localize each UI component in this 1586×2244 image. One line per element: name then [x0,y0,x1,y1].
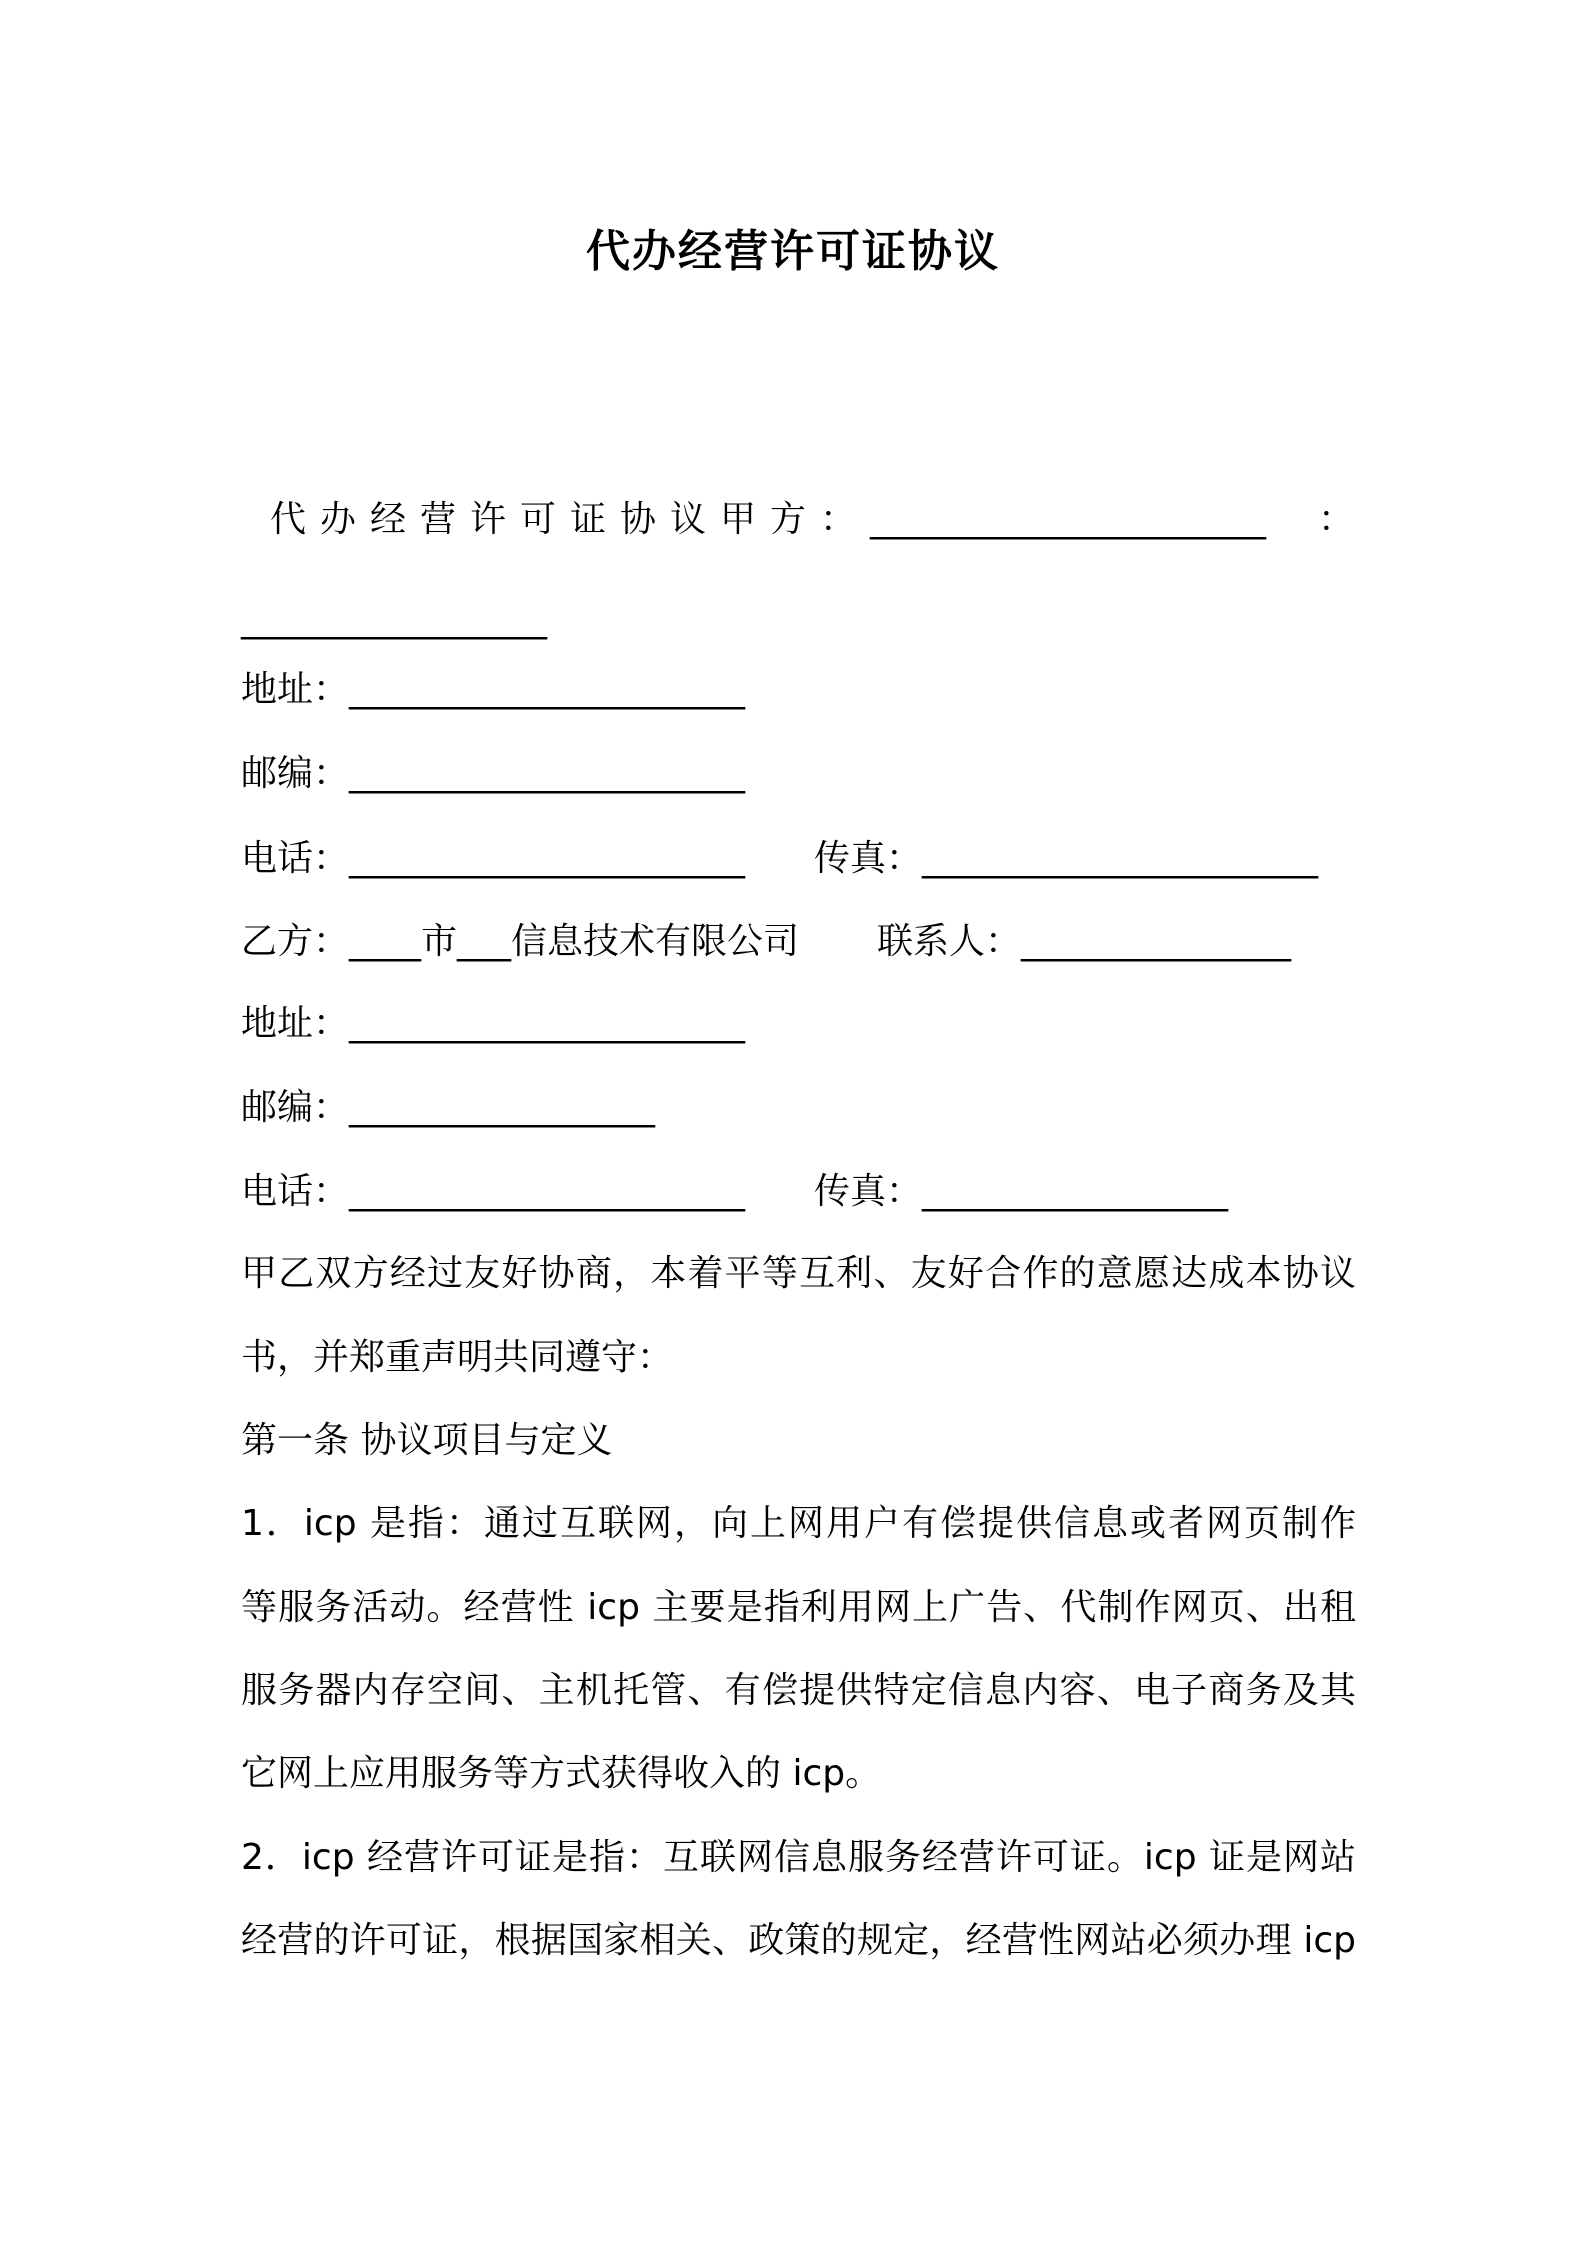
clause-two-line: 2．icp 经营许可证是指：互联网信息服务经营许可证。icp 证是网站 [241,1837,1356,1878]
party-b-postcode-line [241,1084,655,1132]
party-a-fax-blank: ______________________ [922,838,1319,879]
party-a-contact-blank: _________________ [241,599,547,640]
party-b-phone-blank: ______________________ [349,1171,746,1212]
intro-line: 甲乙双方经过友好协商，本着平等互利、友好合作的意愿达成本协议 [241,1253,1356,1294]
party-b-postcode-label: 邮编： [241,1087,350,1128]
party-a-phone-blank: ______________________ [349,838,746,879]
party-a-postcode-blank: ______________________ [349,753,746,794]
party-b-company: 信息技术有限公司 [511,921,800,962]
party-a-phone-label: 电话： [241,838,350,879]
clause-two-line: 经营的许可证，根据国家相关、政策的规定，经营性网站必须办理 icp [241,1920,1356,1961]
party-a-trailing-colon: ： [1318,499,1355,540]
party-b-address-blank: ______________________ [349,1003,746,1044]
party-b-contact-label: 联系人： [877,921,1022,962]
clause-one-line: 服务器内存空间、主机托管、有偿提供特定信息内容、电子商务及其 [241,1670,1356,1711]
party-a-fax-label: 传真： [814,838,923,879]
party-b-contact-blank: _______________ [1021,921,1292,962]
party-a-address-line [241,666,745,714]
party-a-address-blank: ______________________ [349,669,746,710]
party-b-address-label: 地址： [241,1003,350,1044]
party-b-blank-1: ____ [349,921,422,962]
document-title: 代办经营许可证协议 [586,226,1000,277]
party-b-phone-label: 电话： [241,1171,350,1212]
party-b-line [241,918,799,966]
party-a-fax-line [814,835,1318,883]
party-a-address-label: 地址： [241,669,350,710]
party-b-address-line [241,1000,745,1048]
clause-one-line: 等服务活动。经营性 icp 主要是指利用网上广告、代制作网页、出租 [241,1587,1356,1628]
article-one-heading: 第一条 协议项目与定义 [241,1420,613,1461]
intro-line: 书，并郑重声明共同遵守： [241,1337,674,1378]
party-a-heading-label: 代办经营许可证协议甲方： [270,499,871,540]
party-a-postcode-line [241,750,745,798]
clause-one-line: 它网上应用服务等方式获得收入的 icp。 [241,1753,882,1794]
party-a-postcode-label: 邮编： [241,753,350,794]
party-a-name-blank: ______________________ [870,499,1267,540]
party-a-heading-line [270,496,1266,544]
party-b-blank-2: ___ [457,921,512,962]
clause-one-line: 1．icp 是指：通过互联网，向上网用户有偿提供信息或者网页制作 [241,1503,1356,1544]
party-b-phone-line [241,1168,745,1216]
party-b-fax-label: 传真： [814,1171,923,1212]
party-b-label: 乙方： [241,921,350,962]
party-a-phone-line [241,835,745,883]
party-b-contact-line [877,918,1291,966]
party-b-fax-blank: _________________ [922,1171,1229,1212]
party-b-city: 市 [421,921,458,962]
party-b-postcode-blank: _________________ [349,1087,656,1128]
party-b-fax-line [814,1168,1228,1216]
